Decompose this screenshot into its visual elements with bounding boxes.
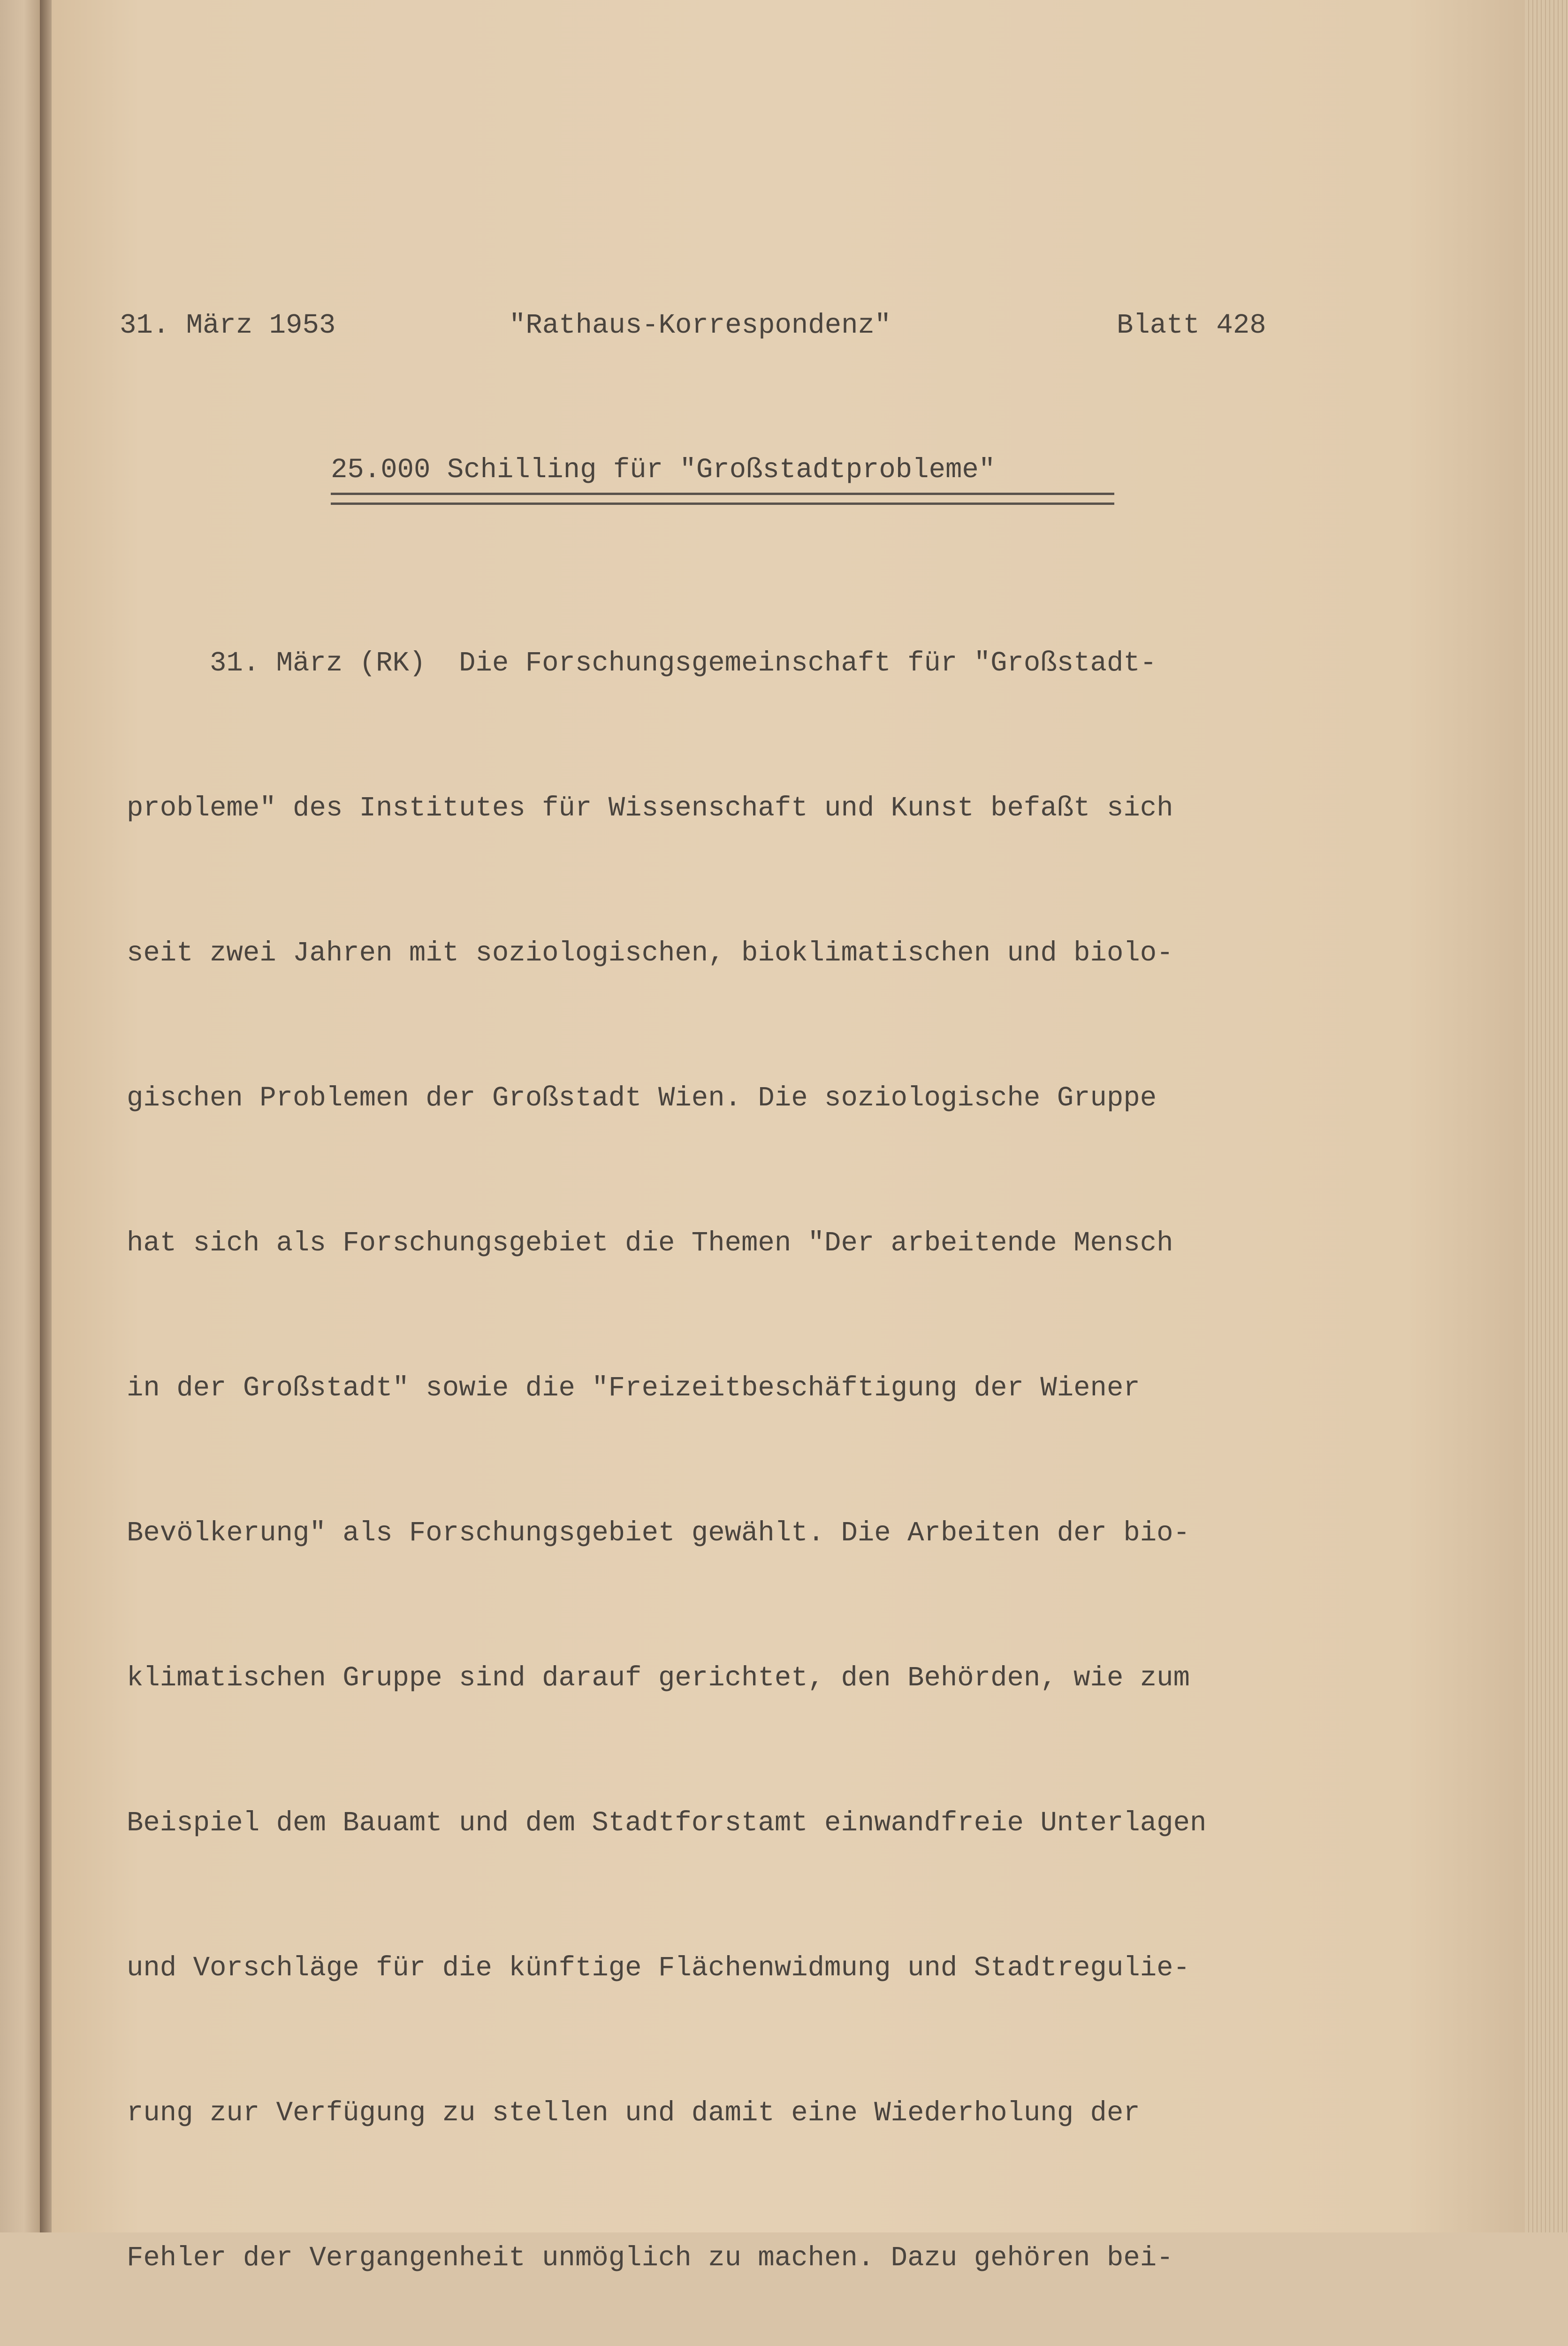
body-line: in der Großstadt" sowie die "Freizeitbeschäftigung der Wiener (127, 1372, 1140, 1404)
header-date: 31. März 1953 (120, 310, 336, 341)
body-line: Fehler der Vergangenheit unmöglich zu machen. Dazu gehören bei- (127, 2242, 1173, 2274)
body-line: Bevölkerung" als Forschungsgebiet gewählt. Die Arbeiten der bio- (127, 1517, 1190, 1549)
body-line: klimatischen Gruppe sind darauf gerichtet, den Behörden, wie zum (127, 1662, 1190, 1694)
header-sheet-number: Blatt 428 (1117, 310, 1266, 341)
body-line: gischen Problemen der Großstadt Wien. Die soziologische Gruppe (127, 1082, 1157, 1114)
title-double-underline (331, 493, 1114, 505)
page-stack-edges (1525, 0, 1568, 2232)
body-line: 31. März (RK) Die Forschungsgemeinschaft für "Großstadt- (127, 647, 1157, 679)
article-title: 25.000 Schilling für "Großstadtprobleme" (331, 454, 996, 486)
body-line: probleme" des Institutes für Wissenschaft und Kunst befaßt sich (127, 792, 1173, 824)
body-line: rung zur Verfügung zu stellen und damit eine Wiederholung der (127, 2097, 1140, 2129)
body-line: Beispiel dem Bauamt und dem Stadtforstamt einwandfreie Unterlagen (127, 1807, 1207, 1839)
header-publication: "Rathaus-Korrespondenz" (509, 310, 891, 341)
body-line: und Vorschläge für die künftige Flächenwidmung und Stadtregulie- (127, 1952, 1190, 1984)
body-line: seit zwei Jahren mit soziologischen, bioklimatischen und biolo- (127, 937, 1173, 969)
article-body (127, 542, 1206, 2346)
body-line: hat sich als Forschungsgebiet die Themen "Der arbeitende Mensch (127, 1227, 1173, 1259)
facing-page-edge (0, 0, 40, 2232)
